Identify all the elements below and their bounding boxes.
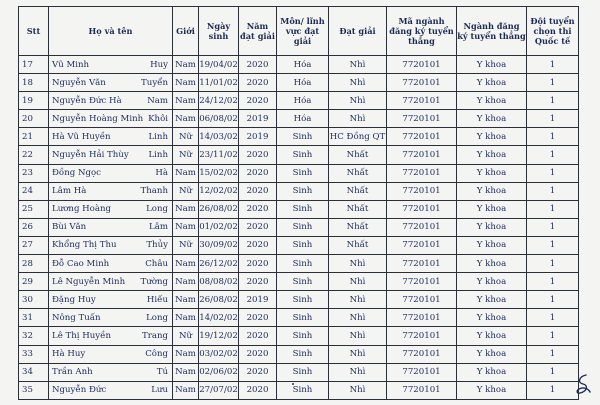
row-stt: 29 bbox=[19, 273, 49, 291]
row-stt: 25 bbox=[19, 200, 49, 218]
row-major-name: Y khoa bbox=[457, 291, 527, 309]
scan-speck bbox=[292, 383, 294, 385]
row-dob: 26/12/02 bbox=[199, 255, 239, 273]
row-major-code: 7720101 bbox=[387, 218, 457, 236]
row-prize: Nhất bbox=[329, 182, 387, 200]
row-year: 2020 bbox=[239, 255, 277, 273]
row-full-name bbox=[49, 110, 173, 128]
row-subject: Sinh bbox=[277, 363, 329, 381]
row-prize: Nhất bbox=[329, 218, 387, 236]
row-dob: 30/09/02 bbox=[199, 236, 239, 254]
row-major-name: Y khoa bbox=[457, 182, 527, 200]
row-gender: Nam bbox=[173, 56, 199, 74]
row-dob: 23/11/02 bbox=[199, 146, 239, 164]
row-prize: Nhất bbox=[329, 236, 387, 254]
row-team: 1 bbox=[527, 92, 579, 110]
row-dob: 02/06/02 bbox=[199, 363, 239, 381]
row-team: 1 bbox=[527, 381, 579, 399]
row-given-name: Tuyển bbox=[141, 77, 168, 88]
row-dob: 14/02/02 bbox=[199, 309, 239, 327]
row-year: 2020 bbox=[239, 200, 277, 218]
row-year: 2020 bbox=[239, 92, 277, 110]
row-subject: Sinh bbox=[277, 255, 329, 273]
row-major-code: 7720101 bbox=[387, 291, 457, 309]
row-gender: Nữ bbox=[173, 236, 199, 254]
row-subject: Sinh bbox=[277, 327, 329, 345]
row-prize: Nhì bbox=[329, 273, 387, 291]
row-major-name: Y khoa bbox=[457, 345, 527, 363]
row-major-name: Y khoa bbox=[457, 218, 527, 236]
row-team: 1 bbox=[527, 164, 579, 182]
row-team: 1 bbox=[527, 110, 579, 128]
row-year: 2020 bbox=[239, 273, 277, 291]
row-prize: Nhì bbox=[329, 309, 387, 327]
table-body bbox=[19, 56, 579, 400]
row-subject: Hóa bbox=[277, 92, 329, 110]
row-prize: Nhì bbox=[329, 327, 387, 345]
table-row bbox=[19, 74, 579, 92]
row-dob: 08/08/02 bbox=[199, 273, 239, 291]
row-prize: Nhì bbox=[329, 255, 387, 273]
row-surname: Vũ Minh bbox=[52, 59, 90, 70]
table-row bbox=[19, 345, 579, 363]
row-subject: Sinh bbox=[277, 200, 329, 218]
row-given-name: Long bbox=[146, 312, 168, 323]
row-given-name: Hà bbox=[155, 168, 168, 179]
row-major-code: 7720101 bbox=[387, 363, 457, 381]
row-team: 1 bbox=[527, 218, 579, 236]
row-stt: 35 bbox=[19, 381, 49, 399]
row-prize: HC Đồng QT bbox=[329, 128, 387, 146]
row-major-code: 7720101 bbox=[387, 255, 457, 273]
row-full-name bbox=[49, 381, 173, 399]
row-major-code: 7720101 bbox=[387, 92, 457, 110]
row-year: 2019 bbox=[239, 128, 277, 146]
table-row bbox=[19, 164, 579, 182]
row-major-code: 7720101 bbox=[387, 146, 457, 164]
row-prize: Nhất bbox=[329, 200, 387, 218]
row-prize: Nhất bbox=[329, 164, 387, 182]
row-dob: 11/01/02 bbox=[199, 74, 239, 92]
row-dob: 27/07/02 bbox=[199, 381, 239, 399]
table-row bbox=[19, 327, 579, 345]
row-full-name bbox=[49, 182, 173, 200]
row-major-code: 7720101 bbox=[387, 74, 457, 92]
row-dob: 24/12/02 bbox=[199, 92, 239, 110]
row-gender: Nam bbox=[173, 200, 199, 218]
row-stt: 31 bbox=[19, 309, 49, 327]
row-stt: 34 bbox=[19, 363, 49, 381]
row-team: 1 bbox=[527, 146, 579, 164]
row-major-code: 7720101 bbox=[387, 236, 457, 254]
row-full-name bbox=[49, 56, 173, 74]
row-subject: Sinh bbox=[277, 146, 329, 164]
row-gender: Nam bbox=[173, 218, 199, 236]
row-gender: Nam bbox=[173, 309, 199, 327]
row-dob: 19/04/02 bbox=[199, 56, 239, 74]
row-major-name: Y khoa bbox=[457, 200, 527, 218]
row-gender: Nam bbox=[173, 110, 199, 128]
row-subject: Sinh bbox=[277, 218, 329, 236]
row-major-code: 7720101 bbox=[387, 200, 457, 218]
table-row bbox=[19, 218, 579, 236]
row-full-name bbox=[49, 236, 173, 254]
row-team: 1 bbox=[527, 182, 579, 200]
row-full-name bbox=[49, 218, 173, 236]
row-major-code: 7720101 bbox=[387, 164, 457, 182]
row-surname: Nguyễn Đức bbox=[52, 385, 107, 396]
row-subject: Hóa bbox=[277, 74, 329, 92]
row-year: 2020 bbox=[239, 218, 277, 236]
row-gender: Nữ bbox=[173, 146, 199, 164]
row-major-name: Y khoa bbox=[457, 110, 527, 128]
row-gender: Nữ bbox=[173, 128, 199, 146]
row-surname: Lê Thị Huyền bbox=[52, 330, 111, 341]
row-given-name: Khôi bbox=[148, 113, 168, 124]
row-year: 2020 bbox=[239, 345, 277, 363]
row-major-name: Y khoa bbox=[457, 363, 527, 381]
row-surname: Lâm Hà bbox=[52, 186, 87, 197]
row-prize: Nhì bbox=[329, 345, 387, 363]
header-name: Họ và tên bbox=[49, 7, 173, 56]
row-gender: Nam bbox=[173, 291, 199, 309]
row-subject: Hóa bbox=[277, 110, 329, 128]
row-year: 2020 bbox=[239, 363, 277, 381]
row-year: 2020 bbox=[239, 381, 277, 399]
row-dob: 26/08/02 bbox=[199, 200, 239, 218]
row-full-name bbox=[49, 200, 173, 218]
row-team: 1 bbox=[527, 327, 579, 345]
row-given-name: Tường bbox=[140, 276, 168, 287]
table-row bbox=[19, 128, 579, 146]
header-year: Năm đạt giải bbox=[239, 7, 277, 56]
row-prize: Nhì bbox=[329, 110, 387, 128]
row-surname: Bùi Văn bbox=[52, 222, 87, 233]
row-dob: 12/02/02 bbox=[199, 182, 239, 200]
row-major-name: Y khoa bbox=[457, 327, 527, 345]
row-surname: Đặng Huy bbox=[52, 294, 96, 305]
header-gender: Giới bbox=[173, 7, 199, 56]
row-full-name bbox=[49, 363, 173, 381]
row-stt: 30 bbox=[19, 291, 49, 309]
table-row bbox=[19, 255, 579, 273]
row-major-code: 7720101 bbox=[387, 182, 457, 200]
table-row bbox=[19, 363, 579, 381]
row-given-name: Nam bbox=[147, 95, 168, 106]
row-given-name: Lưu bbox=[151, 385, 168, 396]
row-surname: Đỗ Cao Minh bbox=[52, 258, 110, 269]
row-major-code: 7720101 bbox=[387, 56, 457, 74]
row-prize: Nhì bbox=[329, 56, 387, 74]
row-team: 1 bbox=[527, 345, 579, 363]
row-given-name: Huy bbox=[150, 59, 168, 70]
row-team: 1 bbox=[527, 74, 579, 92]
row-subject: Sinh bbox=[277, 128, 329, 146]
table-header bbox=[19, 7, 579, 56]
row-year: 2020 bbox=[239, 56, 277, 74]
row-major-name: Y khoa bbox=[457, 309, 527, 327]
row-prize: Nhất bbox=[329, 146, 387, 164]
row-full-name bbox=[49, 327, 173, 345]
row-major-code: 7720101 bbox=[387, 309, 457, 327]
table-row bbox=[19, 291, 579, 309]
row-surname: Trần Anh bbox=[52, 367, 93, 378]
row-surname: Nguyễn Hải Thùy bbox=[52, 150, 129, 161]
row-major-code: 7720101 bbox=[387, 128, 457, 146]
row-full-name bbox=[49, 255, 173, 273]
row-major-name: Y khoa bbox=[457, 164, 527, 182]
row-given-name: Trang bbox=[142, 330, 168, 341]
header-major-code: Mã ngành đăng ký tuyển thẳng bbox=[387, 7, 457, 56]
row-given-name: Thủy bbox=[146, 240, 168, 251]
row-major-name: Y khoa bbox=[457, 236, 527, 254]
row-year: 2020 bbox=[239, 327, 277, 345]
header-dob: Ngày sinh bbox=[199, 7, 239, 56]
row-stt: 27 bbox=[19, 236, 49, 254]
row-gender: Nam bbox=[173, 345, 199, 363]
row-given-name: Châu bbox=[145, 258, 168, 269]
table-row bbox=[19, 146, 579, 164]
row-surname: Đồng Ngọc bbox=[52, 168, 101, 179]
table-row bbox=[19, 273, 579, 291]
table-row bbox=[19, 56, 579, 74]
row-stt: 21 bbox=[19, 128, 49, 146]
row-major-code: 7720101 bbox=[387, 273, 457, 291]
row-dob: 26/08/02 bbox=[199, 291, 239, 309]
row-given-name: Linh bbox=[148, 131, 168, 142]
row-year: 2020 bbox=[239, 146, 277, 164]
row-full-name bbox=[49, 291, 173, 309]
row-major-name: Y khoa bbox=[457, 273, 527, 291]
row-stt: 33 bbox=[19, 345, 49, 363]
table-row bbox=[19, 381, 579, 399]
row-full-name bbox=[49, 128, 173, 146]
row-surname: Hà Vũ Huyền bbox=[52, 131, 111, 142]
row-major-code: 7720101 bbox=[387, 327, 457, 345]
row-year: 2019 bbox=[239, 291, 277, 309]
table-row bbox=[19, 110, 579, 128]
table-row bbox=[19, 182, 579, 200]
candidate-table bbox=[18, 6, 579, 400]
row-surname: Nguyễn Hoàng Minh bbox=[52, 113, 144, 124]
row-full-name bbox=[49, 146, 173, 164]
row-dob: 01/02/02 bbox=[199, 218, 239, 236]
row-stt: 26 bbox=[19, 218, 49, 236]
row-major-code: 7720101 bbox=[387, 381, 457, 399]
row-subject: Sinh bbox=[277, 381, 329, 399]
row-dob: 19/12/02 bbox=[199, 327, 239, 345]
row-stt: 23 bbox=[19, 164, 49, 182]
row-subject: Sinh bbox=[277, 291, 329, 309]
row-gender: Nữ bbox=[173, 182, 199, 200]
row-full-name bbox=[49, 164, 173, 182]
row-team: 1 bbox=[527, 309, 579, 327]
row-major-name: Y khoa bbox=[457, 381, 527, 399]
row-team: 1 bbox=[527, 363, 579, 381]
row-year: 2019 bbox=[239, 110, 277, 128]
row-surname: Nguyễn Văn bbox=[52, 77, 106, 88]
table-row bbox=[19, 309, 579, 327]
header-stt: Stt bbox=[19, 7, 49, 56]
row-surname: Khổng Thị Thu bbox=[52, 240, 117, 251]
row-prize: Nhì bbox=[329, 363, 387, 381]
row-major-code: 7720101 bbox=[387, 110, 457, 128]
row-stt: 32 bbox=[19, 327, 49, 345]
row-full-name bbox=[49, 309, 173, 327]
row-stt: 28 bbox=[19, 255, 49, 273]
header-prize: Đạt giải bbox=[329, 7, 387, 56]
row-full-name bbox=[49, 273, 173, 291]
row-given-name: Thanh bbox=[140, 186, 168, 197]
row-subject: Sinh bbox=[277, 345, 329, 363]
row-given-name: Công bbox=[145, 349, 168, 360]
row-stt: 22 bbox=[19, 146, 49, 164]
row-full-name bbox=[49, 74, 173, 92]
row-gender: Nam bbox=[173, 273, 199, 291]
row-dob: 06/08/02 bbox=[199, 110, 239, 128]
row-team: 1 bbox=[527, 291, 579, 309]
row-subject: Sinh bbox=[277, 164, 329, 182]
row-team: 1 bbox=[527, 200, 579, 218]
row-team: 1 bbox=[527, 128, 579, 146]
row-major-name: Y khoa bbox=[457, 128, 527, 146]
row-given-name: Lâm bbox=[149, 222, 168, 233]
row-dob: 14/03/02 bbox=[199, 128, 239, 146]
row-subject: Sinh bbox=[277, 309, 329, 327]
table-row bbox=[19, 92, 579, 110]
row-given-name: Tú bbox=[156, 367, 168, 378]
row-stt: 19 bbox=[19, 92, 49, 110]
row-gender: Nam bbox=[173, 255, 199, 273]
row-team: 1 bbox=[527, 273, 579, 291]
row-year: 2020 bbox=[239, 182, 277, 200]
row-major-code: 7720101 bbox=[387, 345, 457, 363]
header-major-name: Ngành đăng ký tuyển thẳng bbox=[457, 7, 527, 56]
row-subject: Sinh bbox=[277, 182, 329, 200]
row-year: 2020 bbox=[239, 164, 277, 182]
header-subject: Môn/ lĩnh vực đạt giải bbox=[277, 7, 329, 56]
row-gender: Nam bbox=[173, 92, 199, 110]
row-gender: Nam bbox=[173, 164, 199, 182]
row-surname: Nguyễn Đức Hà bbox=[52, 95, 122, 106]
row-major-name: Y khoa bbox=[457, 56, 527, 74]
row-prize: Nhì bbox=[329, 92, 387, 110]
header-team: Đội tuyển chọn thi Quốc tế bbox=[527, 7, 579, 56]
row-subject: Sinh bbox=[277, 236, 329, 254]
table-row bbox=[19, 236, 579, 254]
row-dob: 15/02/02 bbox=[199, 164, 239, 182]
row-given-name: Long bbox=[146, 204, 168, 215]
row-team: 1 bbox=[527, 56, 579, 74]
handwritten-mark bbox=[574, 373, 592, 395]
row-year: 2020 bbox=[239, 309, 277, 327]
row-team: 1 bbox=[527, 236, 579, 254]
row-prize: Nhì bbox=[329, 74, 387, 92]
row-subject: Hóa bbox=[277, 56, 329, 74]
row-team: 1 bbox=[527, 255, 579, 273]
row-major-name: Y khoa bbox=[457, 92, 527, 110]
row-stt: 18 bbox=[19, 74, 49, 92]
row-gender: Nam bbox=[173, 381, 199, 399]
row-year: 2020 bbox=[239, 74, 277, 92]
row-surname: Lương Hoàng bbox=[52, 204, 112, 215]
row-given-name: Hiếu bbox=[146, 294, 168, 305]
row-stt: 17 bbox=[19, 56, 49, 74]
row-subject: Sinh bbox=[277, 273, 329, 291]
row-year: 2020 bbox=[239, 236, 277, 254]
table-row bbox=[19, 200, 579, 218]
row-major-name: Y khoa bbox=[457, 255, 527, 273]
row-surname: Nông Tuấn bbox=[52, 312, 101, 323]
row-major-name: Y khoa bbox=[457, 74, 527, 92]
row-gender: Nam bbox=[173, 74, 199, 92]
document-page bbox=[18, 6, 578, 400]
row-full-name bbox=[49, 92, 173, 110]
row-full-name bbox=[49, 345, 173, 363]
row-dob: 03/02/02 bbox=[199, 345, 239, 363]
row-surname: Hà Huy bbox=[52, 349, 86, 360]
row-prize: Nhì bbox=[329, 381, 387, 399]
row-stt: 24 bbox=[19, 182, 49, 200]
row-stt: 20 bbox=[19, 110, 49, 128]
row-given-name: Linh bbox=[148, 150, 168, 161]
row-major-name: Y khoa bbox=[457, 146, 527, 164]
row-prize: Nhì bbox=[329, 291, 387, 309]
row-gender: Nữ bbox=[173, 327, 199, 345]
row-surname: Lê Nguyễn Minh bbox=[52, 276, 126, 287]
row-gender: Nam bbox=[173, 363, 199, 381]
